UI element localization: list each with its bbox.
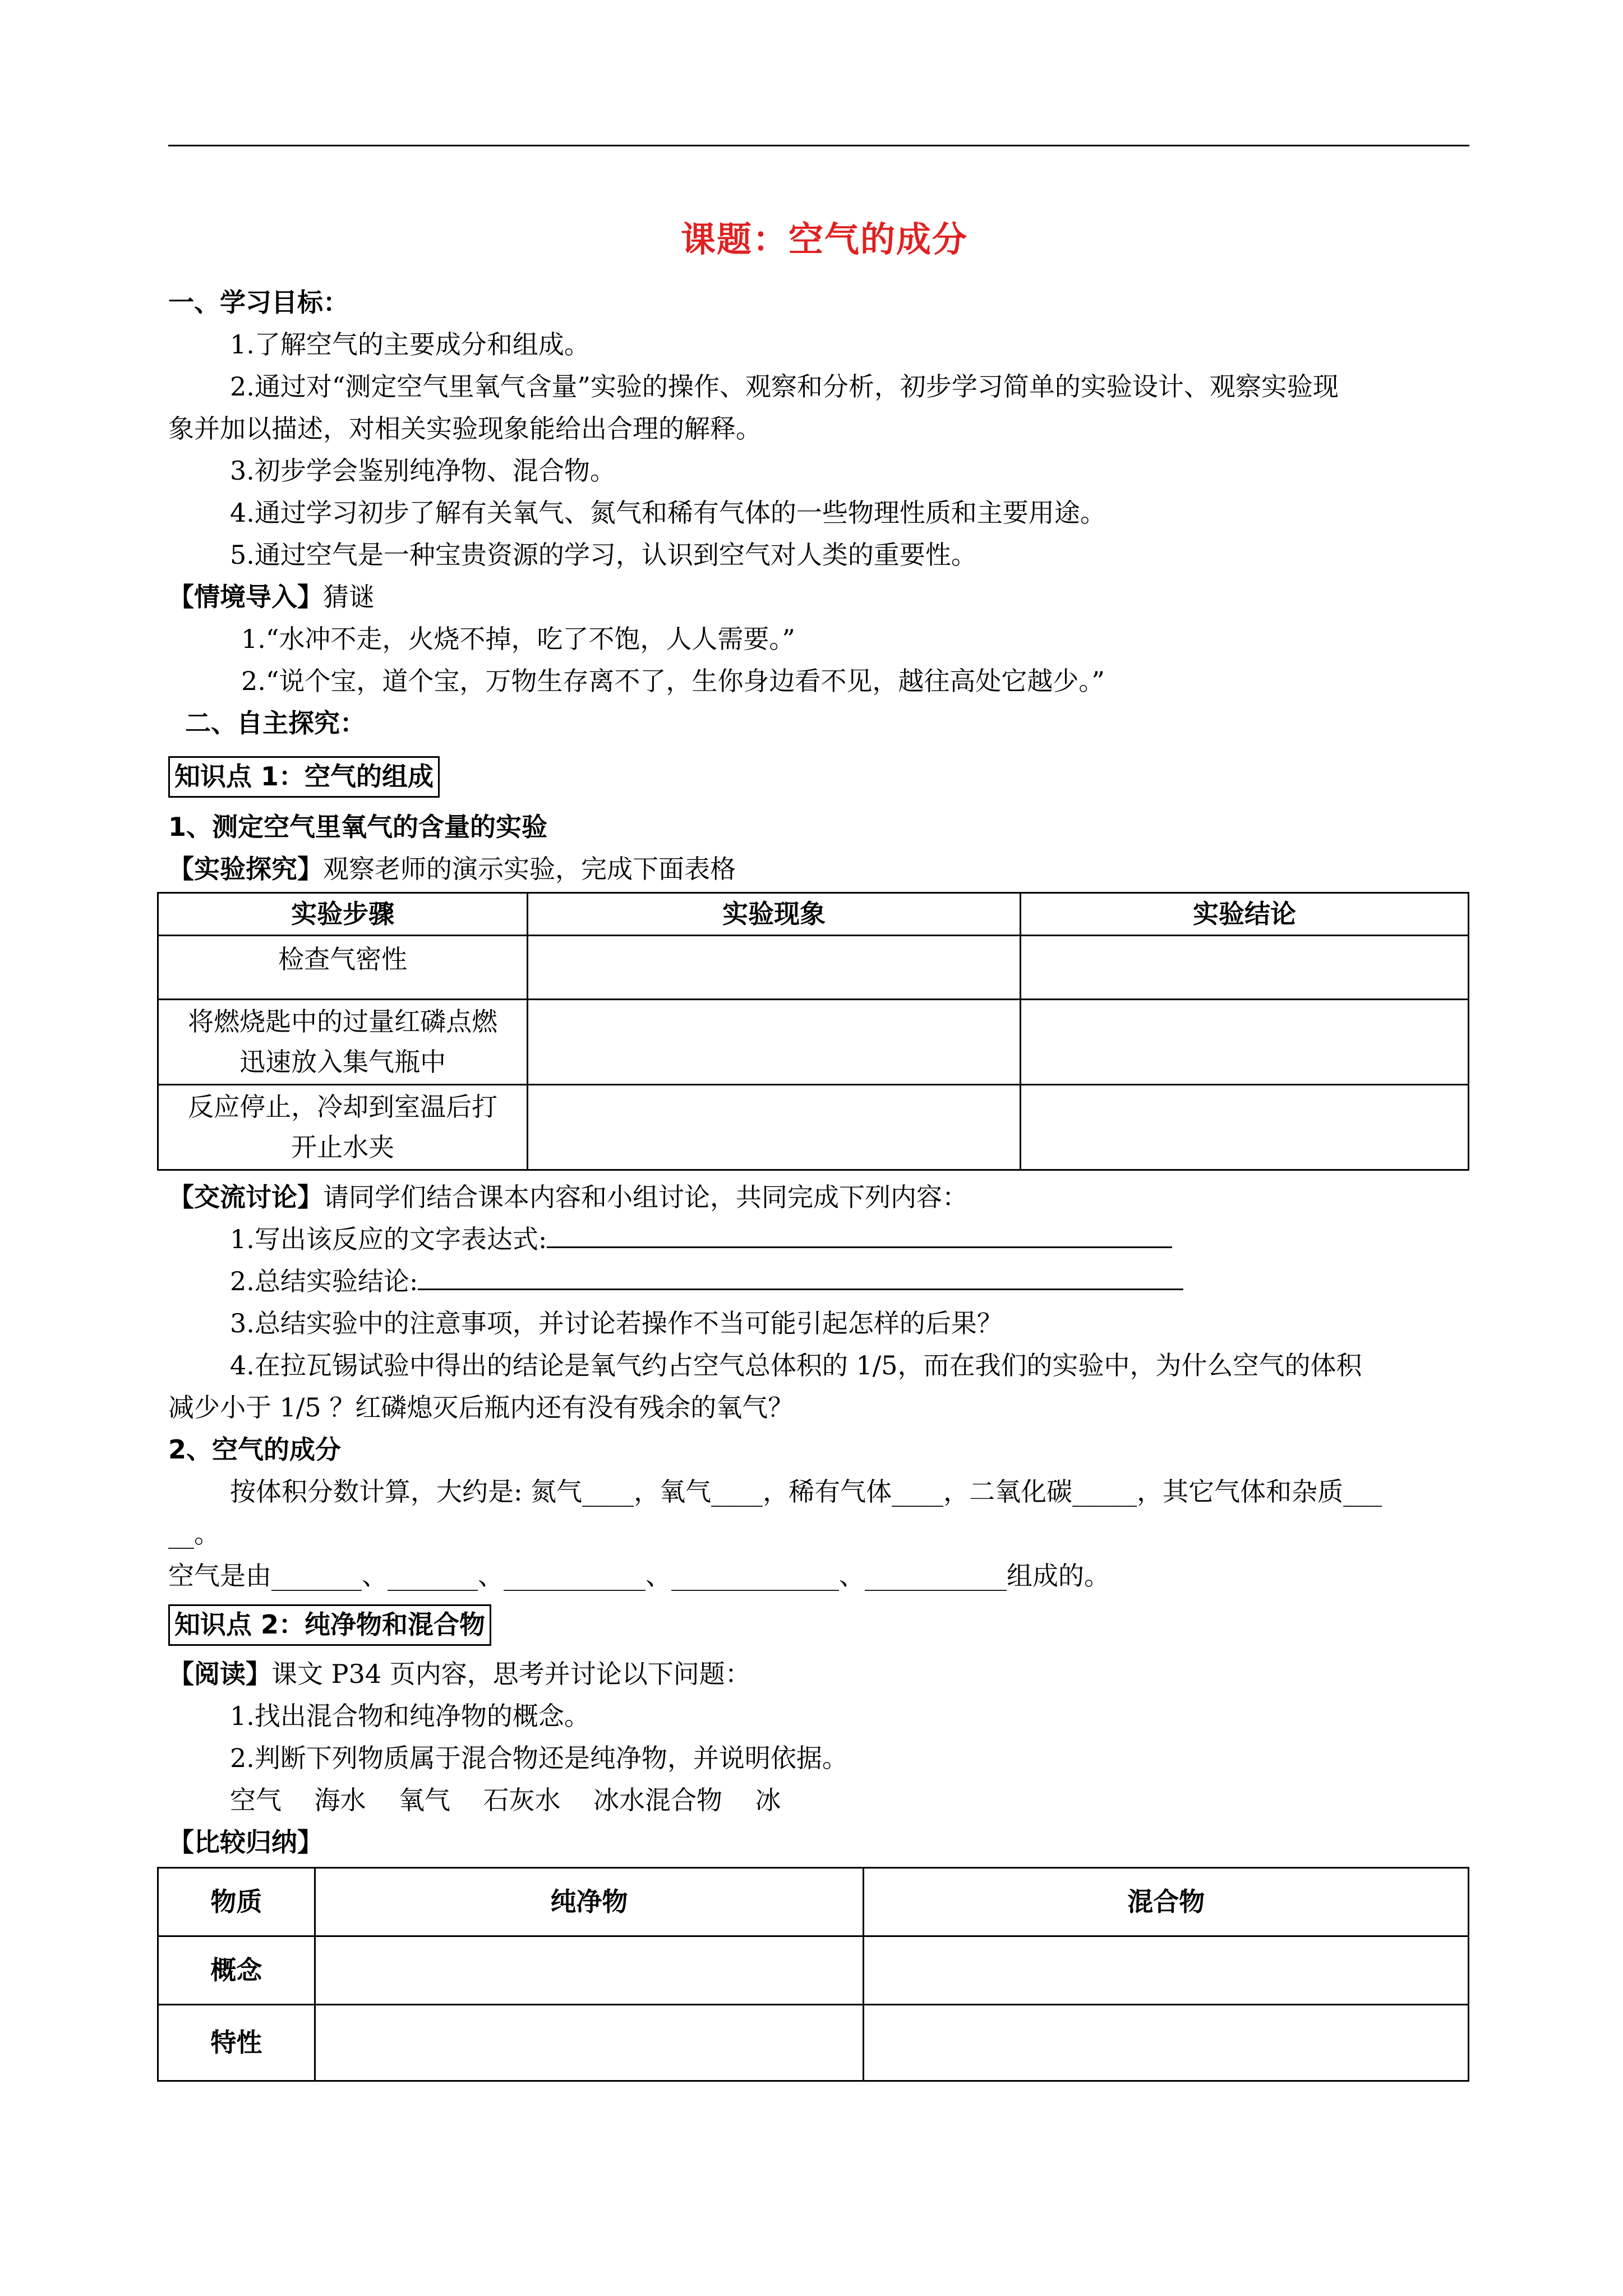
table-header-cell: 实验现象 [528, 893, 1021, 936]
discussion-item-text: 2.总结实验结论: [230, 1266, 418, 1296]
mixture-cell[interactable] [864, 2005, 1469, 2081]
read-item: 2.判断下列物质属于混合物还是纯净物，并说明依据。 [230, 1743, 848, 1773]
section2-heading: 二、自主探究： [185, 708, 366, 738]
kp1-box-wrap [168, 756, 440, 798]
pure-substance-cell[interactable] [315, 1936, 864, 2005]
volume-fill-line[interactable]: 按体积分数计算，大约是: 氮气____，氧气____，稀有气体____，二氧化碳_____，其它气体和杂质___ [230, 1476, 1382, 1507]
table-row [158, 936, 1469, 1000]
objective-item: 5.通过空气是一种宝贵资源的学习，认识到空气对人类的重要性。 [230, 540, 977, 570]
read-item: 1.找出混合物和纯净物的概念。 [230, 1701, 590, 1731]
table-row [158, 1000, 1469, 1085]
discussion-item: 3.总结实验中的注意事项，并讨论若操作不当可能引起怎样的后果？ [230, 1308, 1003, 1338]
answer-line[interactable] [547, 1224, 1172, 1248]
objective-item: 4.通过学习初步了解有关氧气、氮气和稀有气体的一些物理性质和主要用途。 [230, 498, 1106, 528]
read-label: 【阅读】 [168, 1659, 271, 1689]
experiment-line [168, 850, 736, 889]
row-label-cell: 概念 [158, 1936, 315, 2005]
page-title: 课题：空气的成分 [680, 219, 968, 260]
table-header-cell: 物质 [158, 1868, 315, 1936]
answer-line[interactable] [418, 1266, 1183, 1290]
step-cell [158, 1085, 528, 1170]
riddle-item: 1.“水冲不走，火烧不掉，吃了不饱，人人需要。” [241, 624, 795, 654]
discussion-line [168, 1178, 968, 1217]
step-text: 检查气密性 [278, 944, 408, 974]
discussion-item: 4.在拉瓦锡试验中得出的结论是氧气约占空气总体积的 1/5，而在我们的实验中，为什么空气的体积 [230, 1350, 1362, 1381]
step-cell [158, 1000, 528, 1085]
table-header-cell: 混合物 [864, 1868, 1469, 1936]
kp2-box-wrap [168, 1604, 491, 1646]
step-text: 开止水夹 [291, 1131, 395, 1162]
table-header-row [158, 1868, 1469, 1936]
discussion-item: 减少小于 1/5 ？红磷熄灭后瓶内还有没有残余的氧气？ [168, 1392, 794, 1423]
discussion-item-text: 1.写出该反应的文字表达式: [230, 1224, 547, 1254]
knowledge-point-2-box: 知识点 2：纯净物和混合物 [168, 1604, 491, 1646]
read-line [168, 1655, 751, 1694]
read-text: 课文 P34 页内容，思考并讨论以下问题： [271, 1659, 751, 1689]
step-cell [158, 936, 528, 1000]
objective-item: 象并加以描述，对相关实验现象能给出合理的解释。 [168, 413, 762, 444]
table-row [158, 1085, 1469, 1170]
conclusion-cell[interactable] [1021, 936, 1469, 1000]
row-label-cell: 特性 [158, 2005, 315, 2081]
kp1-subheading-1: 1、测定空气里氧气的含量的实验 [168, 812, 548, 842]
mixture-cell[interactable] [864, 1936, 1469, 2005]
intro-label: 【情境导入】 [168, 582, 323, 612]
comparison-table [157, 1867, 1469, 2082]
substances-list: 空气 海水 氧气 石灰水 冰水混合物 冰 [230, 1785, 781, 1815]
table-row [158, 1936, 1469, 2005]
step-text: 反应停止，冷却到室温后打 [188, 1092, 498, 1122]
experiment-label: 【实验探究】 [168, 854, 323, 884]
section1-heading: 一、学习目标： [168, 287, 349, 318]
volume-fill-tail[interactable]: __。 [168, 1519, 220, 1549]
discussion-text: 请同学们结合课本内容和小组讨论，共同完成下列内容： [323, 1182, 968, 1212]
objective-item: 1.了解空气的主要成分和组成。 [230, 329, 590, 360]
riddle-item: 2.“说个宝，道个宝，万物生存离不了，生你身边看不见，越往高处它越少。” [241, 666, 1105, 696]
intro-line [168, 578, 375, 616]
step-text: 将燃烧匙中的过量红磷点燃 [188, 1006, 498, 1037]
discussion-item [230, 1262, 1183, 1301]
phenomenon-cell[interactable] [528, 1000, 1021, 1085]
knowledge-point-1-box: 知识点 1：空气的组成 [168, 756, 440, 798]
phenomenon-cell[interactable] [528, 936, 1021, 1000]
header-rule [168, 145, 1469, 146]
conclusion-cell[interactable] [1021, 1000, 1469, 1085]
objective-item: 2.通过对“测定空气里氧气含量”实验的操作、观察和分析，初步学习简单的实验设计、观察实验现 [230, 371, 1339, 402]
table-header-cell: 实验结论 [1021, 893, 1469, 936]
phenomenon-cell[interactable] [528, 1085, 1021, 1170]
experiment-text: 观察老师的演示实验，完成下面表格 [323, 854, 736, 884]
compare-label: 【比较归纳】 [168, 1827, 323, 1857]
step-text: 迅速放入集气瓶中 [239, 1046, 446, 1077]
table-header-row [158, 893, 1469, 936]
composition-fill-line[interactable]: 空气是由_______、_______、___________、_____________、___________组成的。 [168, 1561, 1110, 1591]
experiment-table [157, 892, 1469, 1171]
discussion-label: 【交流讨论】 [168, 1182, 323, 1212]
pure-substance-cell[interactable] [315, 2005, 864, 2081]
objective-item: 3.初步学会鉴别纯净物、混合物。 [230, 455, 616, 486]
conclusion-cell[interactable] [1021, 1085, 1469, 1170]
intro-text: 猜谜 [323, 582, 375, 612]
table-header-cell: 实验步骤 [158, 893, 528, 936]
table-row [158, 2005, 1469, 2081]
discussion-item [230, 1220, 1172, 1259]
table-header-cell: 纯净物 [315, 1868, 864, 1936]
kp1-subheading-2: 2、空气的成分 [168, 1434, 342, 1465]
